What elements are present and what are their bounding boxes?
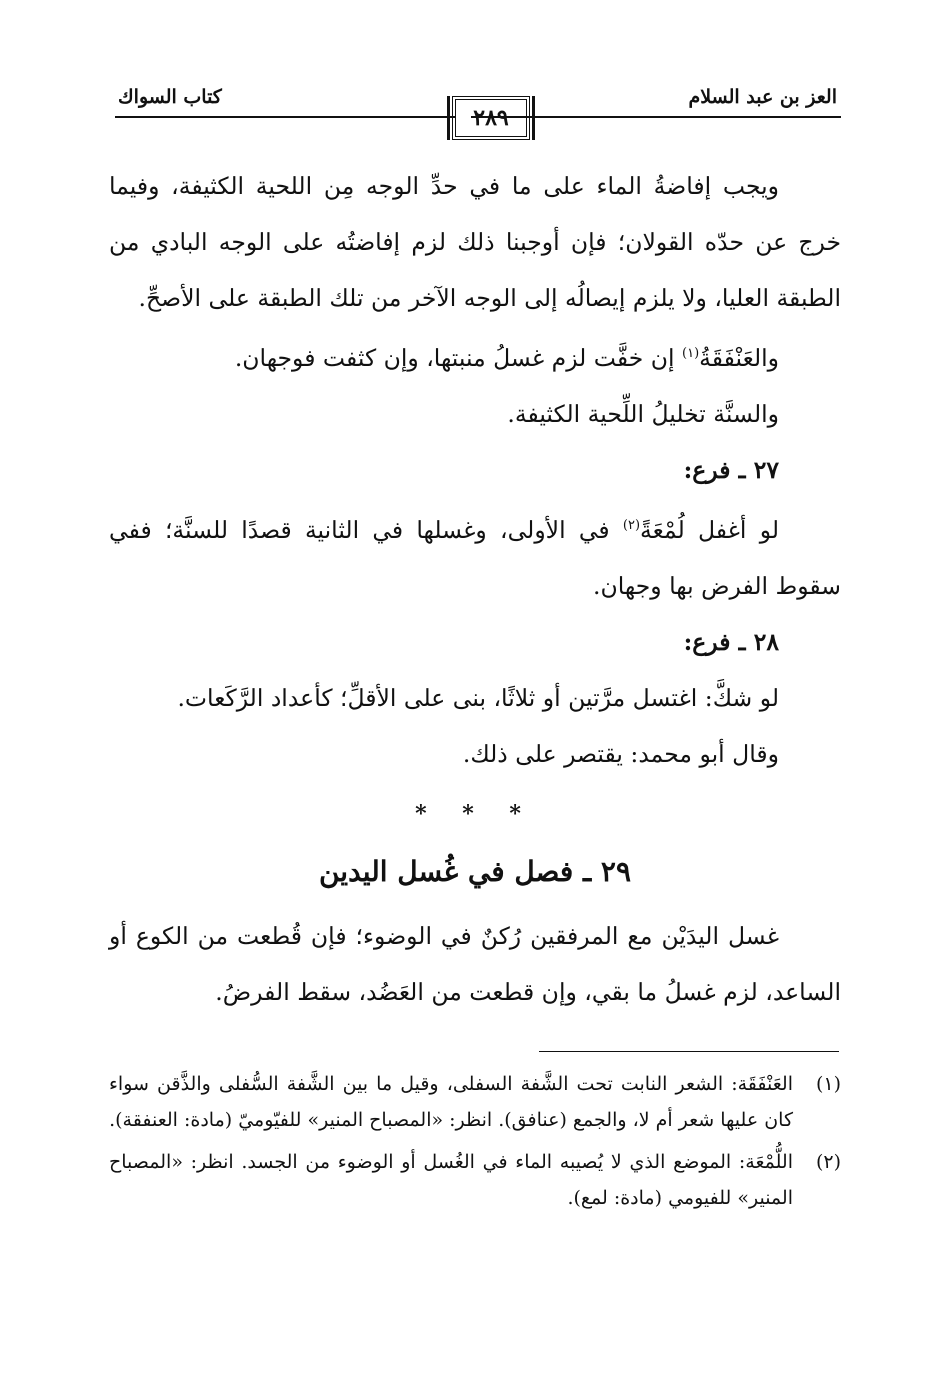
footnote-rule [539,1051,839,1052]
paragraph-abu-muhammad: وقال أبو محمد: يقتصر على ذلك. [462,739,779,768]
page-number: ٢٨٩ [473,105,509,131]
footnote-text: اللُّمْعَة: الموضع الذي لا يُصيبه الماء في الغُسل أو الوضوء من الجسد. انظر: «المصباح المنير» للفيومي (مادة: لمع). [109,1151,793,1209]
branch-heading-27: ٢٧ ـ فرع: [683,455,779,484]
footnote-2 [109,1144,841,1216]
running-header-author: العز بن عبد السلام [688,86,837,108]
footnote-number: (١) [815,1073,841,1095]
section-title: ٢٩ ـ فصل في غُسل اليدين [318,854,631,888]
paragraph-anfaqa-end: إن خفَّت لزم غسلُ منبتها، وإن كثفت فوجهان. [234,343,683,372]
page-number-box [452,96,530,140]
section-separator-stars: * * * [415,800,535,827]
paragraph-sunnah: والسنَّة تخليلُ اللِّحية الكثيفة. [507,399,779,428]
footnote-text: العَنْفَقَة: الشعر النابت تحت الشَّفة السفلى، وقيل ما بين الشَّفة السُّفلى والذَّقن سواء كان عليها شعر أم لا، والجمع (عنافق). انظر: «المصباح المنير» للفيّوميّ (مادة: العنفقة). [109,1073,793,1131]
footnote-ref-1: (١) [682,346,700,361]
paragraph-beard: ويجب إفاضةُ الماء على ما في حدِّ الوجه مِن اللحية الكثيفة، وفيما خرج عن حدّه القولان؛ فإن أوجبنا ذلك لزم إفاضتُه على الوجه البادي من الطبقة العليا، ولا يلزم إيصالُه إلى الوجه الآخر من تلك الطبقة على الأصحِّ. [109,172,841,312]
footnote-ref-2: (٢) [622,517,641,533]
paragraph-lumah-end: في الأولى، وغسلها في الثانية قصدًا للسنَّة؛ ففي سقوط الفرض بها وجهان. [109,515,841,600]
paragraph-hands: غسل اليدَيْن مع المرفقين رُكنٌ في الوضوء؛ فإن قُطعت من الكوع أو الساعد، لزم غسلُ ما بقي، وإن قطعت من العَضُد، سقط الفرضُ. [109,921,841,1006]
footnotes [109,1066,841,1216]
header-rule-left [115,116,455,118]
paragraph-anfaqa [109,326,841,386]
main-text [109,158,841,1020]
paragraph-lumah [109,498,841,614]
footnote-number: (٢) [815,1151,841,1173]
branch-heading-28: ٢٨ ـ فرع: [683,627,779,656]
footnote-1 [109,1066,841,1138]
paragraph-doubt: لو شكَّ: اغتسل مرَّتين أو ثلاثًا، بنى على الأقلِّ؛ كأعداد الرَّكَعات. [177,683,779,712]
running-header-book: كتاب السواك [118,86,222,108]
paragraph-anfaqa-start: والعَنْفَقَةُ [699,343,779,372]
paragraph-lumah-start: لو أغفل لُمْعَةً [640,515,779,544]
